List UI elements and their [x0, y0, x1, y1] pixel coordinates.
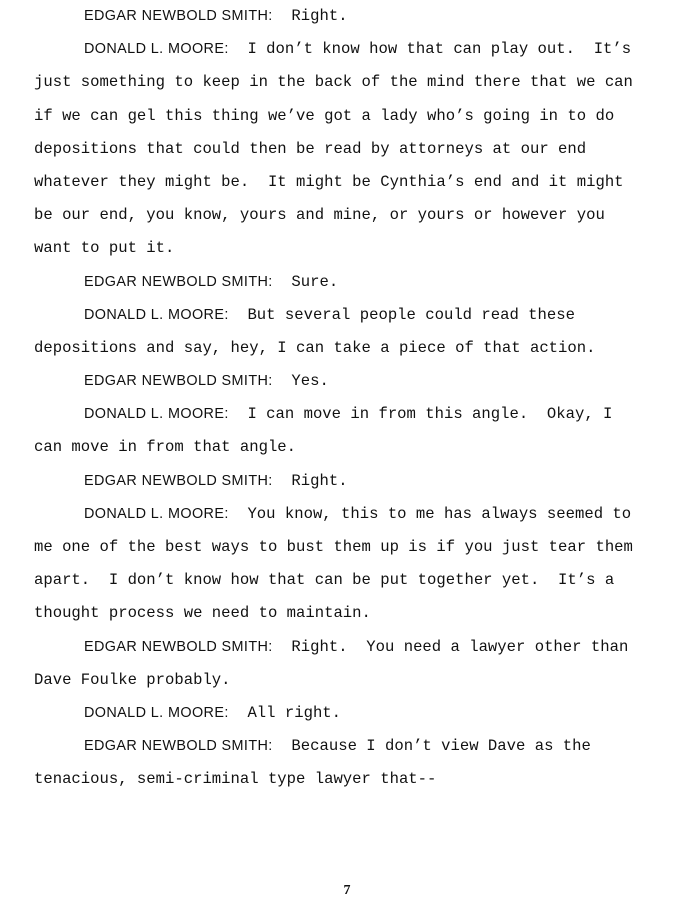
page-number: 7 [343, 883, 351, 898]
transcript-line [34, 732, 684, 765]
speaker-name: EDGAR NEWBOLD SMITH: [84, 472, 273, 489]
speaker-name: EDGAR NEWBOLD SMITH: [84, 738, 273, 755]
line-text: apart. I don’t know how that can be put together yet. It’s a [34, 571, 615, 590]
line-text: tenacious, semi-criminal type lawyer that-- [34, 770, 437, 789]
transcript-line [34, 633, 684, 666]
transcript-line [34, 268, 684, 301]
speaker-name: DONALD L. MOORE: [84, 41, 229, 58]
speaker-name: EDGAR NEWBOLD SMITH: [84, 638, 273, 655]
transcript-line [34, 168, 684, 201]
line-text: Yes. [272, 372, 329, 391]
transcript-line [34, 400, 684, 433]
transcript-line [34, 68, 684, 101]
line-text: You know, this to me has always seemed to [228, 504, 632, 523]
transcript-line [34, 699, 684, 732]
speaker-name: DONALD L. MOORE: [84, 704, 229, 721]
transcript-line [34, 765, 684, 798]
line-text: All right. [228, 703, 342, 722]
transcript-line [34, 367, 684, 400]
speaker-name: DONALD L. MOORE: [84, 306, 229, 323]
speaker-name: DONALD L. MOORE: [84, 406, 229, 423]
line-text: want to put it. [34, 239, 175, 258]
transcript-line [34, 334, 684, 367]
transcript-line [34, 201, 684, 234]
line-text: Right. You need a lawyer other than [272, 637, 629, 656]
line-text: I can move in from this angle. Okay, I [228, 405, 613, 424]
line-text: be our end, you know, yours and mine, or yours or however you [34, 206, 605, 225]
line-text: But several people could read these [228, 305, 575, 324]
speaker-name: EDGAR NEWBOLD SMITH: [84, 273, 273, 290]
line-text: whatever they might be. It might be Cynthia’s end and it might [34, 172, 624, 191]
line-text: Dave Foulke probably. [34, 670, 231, 689]
transcript-line [34, 599, 684, 632]
line-text: can move in from that angle. [34, 438, 297, 457]
line-text: I don’t know how that can play out. It’s [228, 40, 632, 59]
transcript-line [34, 467, 684, 500]
transcript-line [34, 666, 684, 699]
line-text: me one of the best ways to bust them up is if you just tear them [34, 538, 633, 556]
transcript-line [34, 301, 684, 334]
transcript-line [34, 135, 684, 168]
transcript-line [34, 102, 684, 135]
line-text: thought process we need to maintain. [34, 604, 371, 623]
line-text: Because I don’t view Dave as the [272, 737, 591, 756]
transcript-line [34, 2, 684, 35]
line-text: depositions that could then be read by attorneys at our end [34, 139, 587, 158]
line-text: Right. [272, 7, 348, 25]
transcript-line [34, 433, 684, 466]
line-text: depositions and say, hey, I can take a piece of that action. [34, 338, 596, 357]
speaker-name: EDGAR NEWBOLD SMITH: [84, 373, 273, 390]
transcript-line [34, 533, 684, 566]
line-text: Sure. [272, 272, 339, 291]
transcript-line [34, 234, 684, 267]
line-text: Right. [272, 471, 348, 490]
transcript-line [34, 566, 684, 599]
transcript-line [34, 500, 684, 533]
transcript-body [34, 2, 684, 799]
line-text: just something to keep in the back of the mind there that we can [34, 73, 633, 92]
speaker-name: EDGAR NEWBOLD SMITH: [84, 8, 273, 24]
transcript-line [34, 35, 684, 68]
speaker-name: DONALD L. MOORE: [84, 505, 229, 522]
line-text: if we can gel this thing we’ve got a lady who’s going in to do [34, 106, 615, 125]
